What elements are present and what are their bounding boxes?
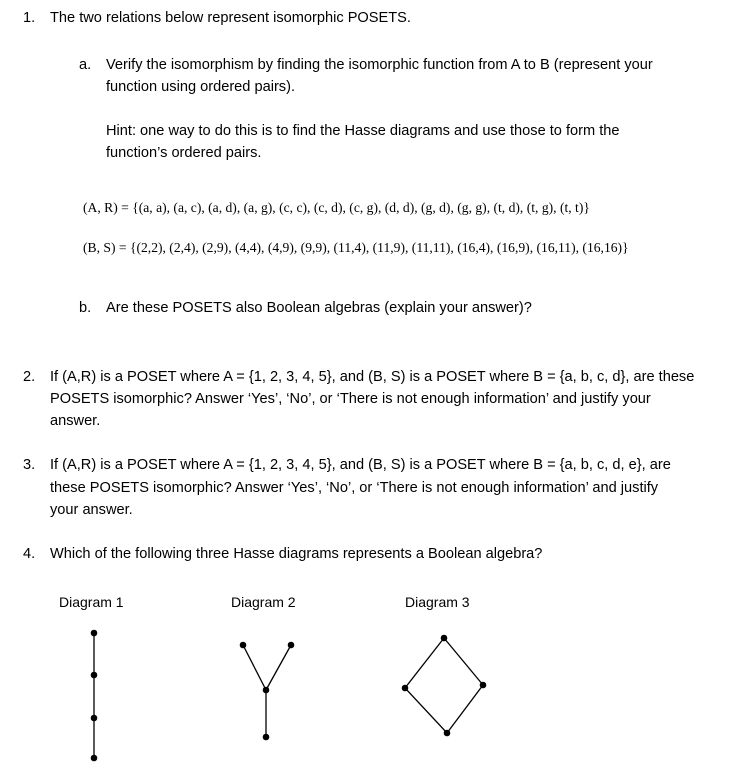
q2-number: 2. — [23, 369, 36, 385]
q1a-line1: Verify the isomorphism by finding the isomorphic function from A to B (represent your — [106, 57, 653, 73]
diagram-3-edges — [405, 638, 483, 733]
q1a-hint-line1: Hint: one way to do this is to find the Hasse diagrams and use those to form the — [106, 123, 620, 139]
q1b-text: Are these POSETS also Boolean algebras (explain your answer)? — [106, 300, 532, 316]
q1a-line2: function using ordered pairs). — [106, 79, 296, 95]
q4-text: Which of the following three Hasse diagrams represents a Boolean algebra? — [50, 546, 543, 562]
diagram-3-node — [441, 635, 448, 642]
q1-text: The two relations below represent isomorphic POSETS. — [50, 10, 411, 26]
diagram-1-label: Diagram 1 — [59, 594, 124, 610]
diagram-3-node — [480, 682, 487, 689]
q1a-hint-line2: function’s ordered pairs. — [106, 145, 262, 161]
q2-line1: If (A,R) is a POSET where A = {1, 2, 3, 4, 5}, and (B, S) is a POSET where B = {a, b, c, d}, are these — [50, 369, 695, 385]
relation-b: (B, S) = {(2,2), (2,4), (2,9), (4,4), (4,9), (9,9), (11,4), (11,9), (11,11), (16,4), (16,9), (16,11), (16,16)} — [83, 240, 629, 255]
diagram-3-node — [402, 685, 409, 692]
relation-a: (A, R) = {(a, a), (a, c), (a, d), (a, g), (c, c), (c, d), (c, g), (d, d), (g, d), (g, g), (t, d), (t, g), (t, t)} — [83, 200, 590, 215]
diagram-3-node — [444, 730, 451, 737]
q2-line2: POSETS isomorphic? Answer ‘Yes’, ‘No’, or ‘There is not enough information’ and justify your — [50, 391, 651, 407]
q1a-marker: a. — [79, 57, 92, 73]
q3-number: 3. — [23, 457, 36, 473]
q2-line3: answer. — [50, 413, 101, 429]
diagram-2-label: Diagram 2 — [231, 594, 296, 610]
diagram-3-label: Diagram 3 — [405, 594, 470, 610]
q4-number: 4. — [23, 546, 36, 562]
q1b-marker: b. — [79, 300, 92, 316]
q3-line2: these POSETS isomorphic? Answer ‘Yes’, ‘No’, or ‘There is not enough information’ and justify — [50, 480, 659, 496]
q3-line1: If (A,R) is a POSET where A = {1, 2, 3, 4, 5}, and (B, S) is a POSET where B = {a, b, c, d, e}, are — [50, 457, 671, 473]
q1-number: 1. — [23, 10, 36, 26]
q3-line3: your answer. — [50, 502, 133, 518]
